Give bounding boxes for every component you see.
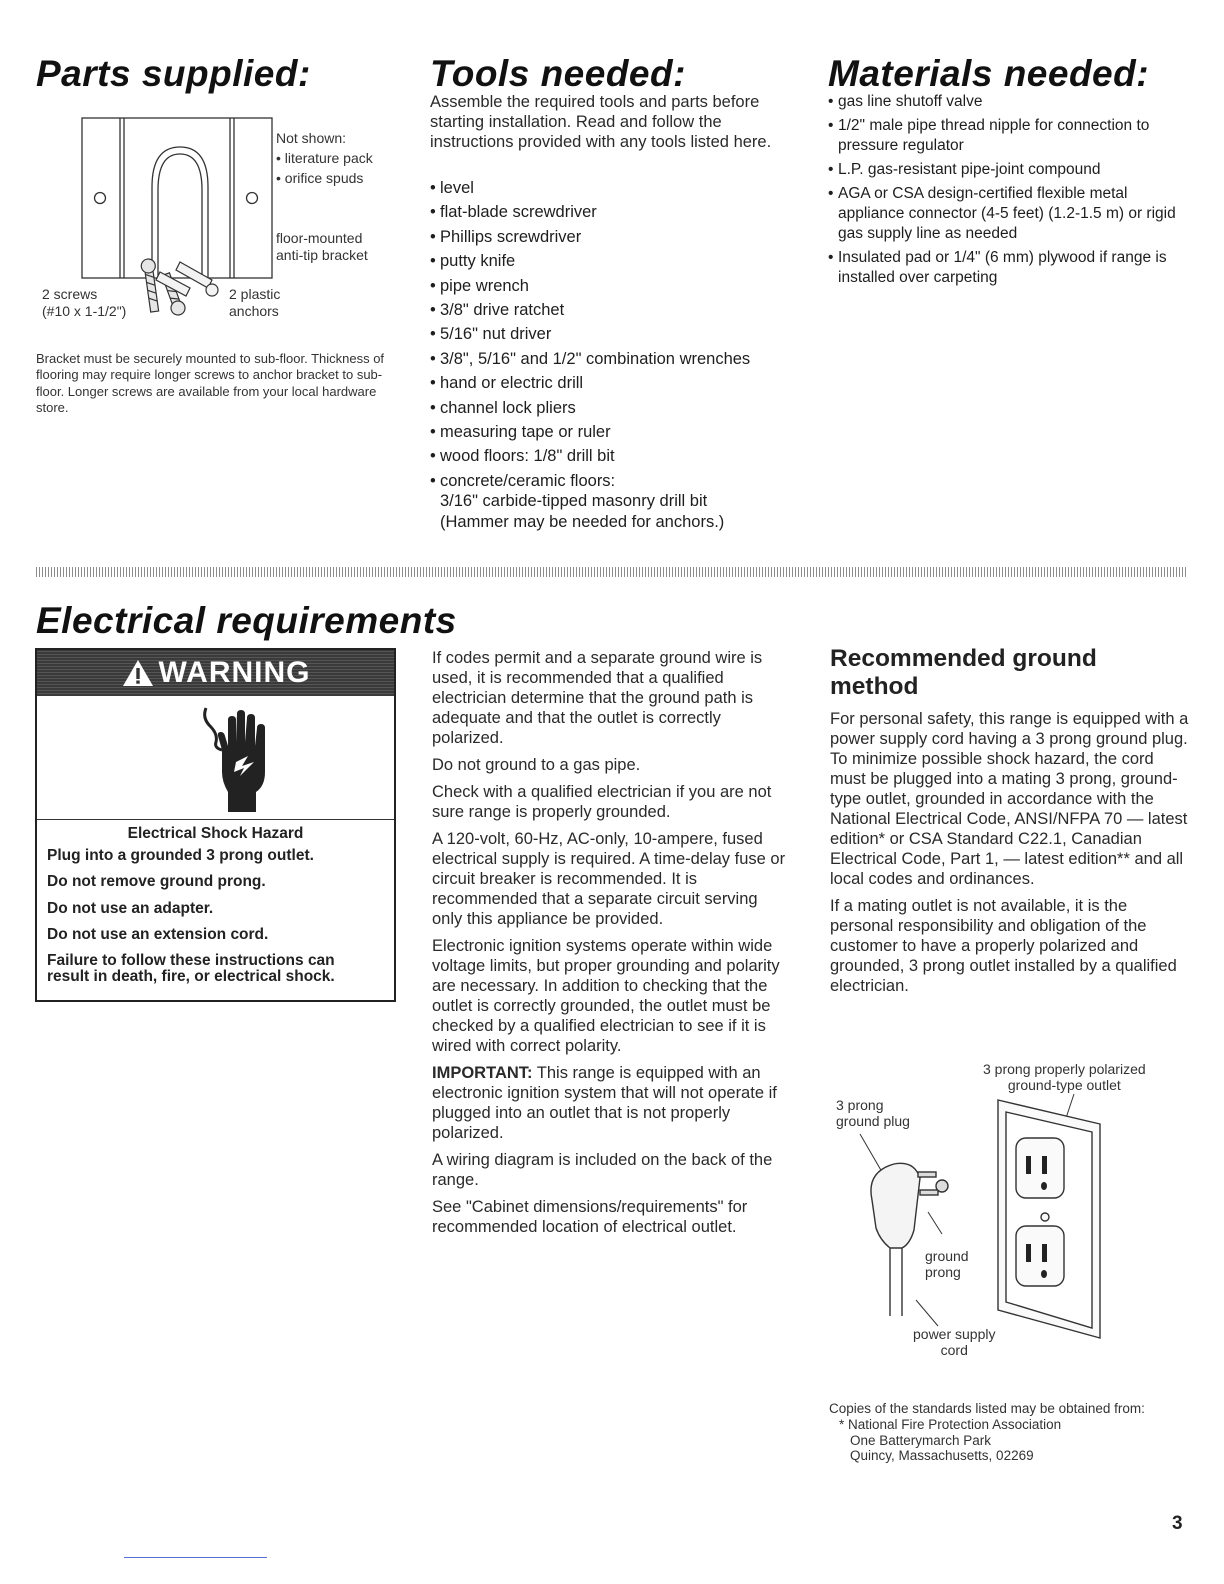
shock-hazard-area bbox=[37, 696, 394, 820]
electrical-paragraph: Electronic ignition systems operate within wide voltage limits, but proper grounding and polarity are necessary. In addition to checking that the outlet is correctly grounded, the outlet must be checked by a qualified electrician to see if it is wired with correct polarity. bbox=[432, 937, 780, 1055]
tools-item: • flat-blade screwdriver bbox=[430, 202, 800, 223]
warning-line: Plug into a grounded 3 prong outlet. bbox=[47, 847, 314, 864]
warning-line: result in death, fire, or electrical shock. bbox=[47, 968, 335, 986]
tools-item: • putty knife bbox=[430, 251, 800, 272]
electrical-heading: Electrical requirements bbox=[36, 600, 457, 641]
electrical-paragraph: A wiring diagram is included on the back of the range. bbox=[432, 1151, 773, 1189]
tools-item-masonry bbox=[430, 471, 800, 533]
warning-line: Do not use an extension cord. bbox=[47, 925, 269, 943]
materials-heading: Materials needed: bbox=[828, 53, 1150, 94]
not-shown-item: • orifice spuds bbox=[276, 170, 364, 186]
tools-list bbox=[430, 178, 800, 536]
important-text: This range is equipped with an electronic ignition system that will not operate if plugged into an outlet that is not properly polarized. bbox=[432, 1064, 777, 1142]
tools-item: • channel lock pliers bbox=[430, 398, 800, 419]
electrical-paragraph: If codes permit and a separate ground wire is used, it is recommended that a qualified electrician determine that the ground path is adequate and that the outlet is correctly polarized. bbox=[432, 649, 763, 747]
materials-item: • AGA or CSA design-certified flexible metal appliance connector (4-5 feet) (1.2-1.5 m) or rigid gas supply line as needed bbox=[828, 184, 1178, 244]
warning-line: Failure to follow these instructions can bbox=[47, 952, 335, 970]
materials-item: • 1/2" male pipe thread nipple for connection to pressure regulator bbox=[828, 116, 1178, 156]
copies-note: Copies of the standards listed may be obtained from: bbox=[829, 1401, 1145, 1416]
tools-item: • 3/8" drive ratchet bbox=[430, 300, 800, 321]
plug-label bbox=[836, 1097, 910, 1129]
ground-paragraph: If a mating outlet is not available, it is the personal responsibility and obligation of the customer to have a properly polarized and grounded, 3 prong outlet installed by a qualified electrician. bbox=[830, 897, 1177, 995]
electrical-paragraph: A 120-volt, 60-Hz, AC-only, 10-ampere, fused electrical supply is required. A time-delay fuse or circuit breaker is recommended. It is recommended that a separate circuit serving only this appliance be provided. bbox=[432, 830, 786, 928]
not-shown-item-label: literature pack bbox=[284, 150, 373, 166]
outlet-label-line: ground-type outlet bbox=[1007, 1077, 1121, 1093]
tools-item: • Phillips screwdriver bbox=[430, 227, 800, 248]
warning-title: WARNING bbox=[158, 656, 311, 689]
important-paragraph bbox=[432, 1063, 792, 1143]
electric-shock-hand-icon bbox=[196, 702, 276, 814]
tools-item-line: • concrete/ceramic floors: bbox=[440, 471, 616, 490]
materials-item: • Insulated pad or 1/4" (6 mm) plywood if range is installed over carpeting bbox=[828, 248, 1178, 288]
bracket-label bbox=[276, 230, 368, 264]
screws-label-line: (#10 x 1-1/2") bbox=[42, 303, 127, 319]
ground-body bbox=[830, 709, 1190, 1003]
plug-label-line: ground plug bbox=[836, 1113, 910, 1129]
not-shown-item-label: orifice spuds bbox=[284, 170, 364, 186]
bracket-note: Bracket must be securely mounted to sub-floor. Thickness of flooring may require longer screws to anchor bracket to sub-floor. Longer screws are available from your local hardware store. bbox=[36, 351, 385, 415]
materials-item: • gas line shutoff valve bbox=[828, 92, 1178, 112]
not-shown-item: • literature pack bbox=[276, 150, 373, 166]
page-number: 3 bbox=[1172, 1513, 1183, 1534]
not-shown-title: Not shown: bbox=[276, 130, 347, 146]
ground-paragraph: For personal safety, this range is equipped with a power supply cord having a 3 prong ground plug. To minimize possible shock hazard, the cord must be plugged into a mating 3 prong, ground-type outlet, grounded in accordance with the National Electrical Code, ANSI/NFPA 70 — latest edition* or CSA Standard C22.1, Canadian Electrical Code, Part 1, — latest edition** and all local codes and ordinances. bbox=[830, 710, 1189, 888]
tools-item-line: 3/16" carbide-tipped masonry drill bit bbox=[440, 492, 708, 511]
electrical-paragraph: Check with a qualified electrician if you are not sure range is properly grounded. bbox=[432, 783, 772, 821]
footer-rule bbox=[124, 1557, 267, 1558]
anchors-label-line: 2 plastic bbox=[229, 286, 281, 302]
tools-item: • 5/16" nut driver bbox=[430, 324, 800, 345]
ground-prong-label-line: prong bbox=[925, 1264, 961, 1280]
warning-box bbox=[35, 648, 396, 1002]
warning-lines bbox=[37, 843, 394, 986]
tools-heading: Tools needed: bbox=[430, 53, 686, 94]
not-shown-list bbox=[276, 128, 373, 188]
section-divider bbox=[36, 567, 1188, 577]
ground-prong-label bbox=[925, 1248, 969, 1280]
tools-item: • level bbox=[430, 178, 800, 199]
screws-label bbox=[42, 286, 126, 320]
anchors-label-line: anchors bbox=[229, 303, 279, 319]
address-line: Quincy, Massachusetts, 02269 bbox=[850, 1448, 1034, 1464]
ground-heading: Recommended ground method bbox=[830, 645, 1097, 700]
warning-triangle-icon bbox=[121, 658, 155, 688]
tools-item: • hand or electric drill bbox=[430, 373, 800, 394]
power-cord-label bbox=[913, 1326, 996, 1358]
ground-prong-label-line: ground bbox=[925, 1248, 969, 1264]
hazard-title: Electrical Shock Hazard bbox=[127, 825, 304, 842]
important-label: IMPORTANT: bbox=[432, 1064, 533, 1082]
tools-item: • pipe wrench bbox=[430, 276, 800, 297]
power-cord-label-line: cord bbox=[940, 1342, 968, 1358]
plug-label-line: 3 prong bbox=[836, 1097, 884, 1113]
anchors-label bbox=[229, 286, 280, 320]
warning-line: Do not use an adapter. bbox=[47, 899, 214, 917]
bracket-label-line: anti-tip bracket bbox=[276, 247, 368, 263]
nfpa-address bbox=[829, 1417, 1169, 1464]
tools-item: • wood floors: 1/8" drill bit bbox=[430, 446, 800, 467]
tools-item: • 3/8", 5/16" and 1/2" combination wrenches bbox=[430, 349, 800, 370]
tools-item: • measuring tape or ruler bbox=[430, 422, 800, 443]
electrical-paragraph: See "Cabinet dimensions/requirements" for recommended location of electrical outlet. bbox=[432, 1198, 748, 1236]
power-cord-label-line: power supply bbox=[913, 1326, 996, 1342]
warning-header bbox=[37, 650, 394, 696]
warning-line: Do not remove ground prong. bbox=[47, 873, 266, 891]
electrical-body bbox=[432, 648, 792, 1244]
standards-note bbox=[829, 1401, 1169, 1464]
tools-item-line: (Hammer may be needed for anchors.) bbox=[440, 512, 725, 531]
outlet-label bbox=[983, 1061, 1146, 1093]
tools-intro: Assemble the required tools and parts before starting installation. Read and follow the instructions provided with any tools listed here. bbox=[430, 93, 772, 152]
address-line: One Batterymarch Park bbox=[850, 1432, 992, 1448]
electrical-paragraph: Do not ground to a gas pipe. bbox=[432, 756, 641, 774]
outlet-label-line: 3 prong properly polarized bbox=[983, 1061, 1146, 1077]
address-line: * National Fire Protection Association bbox=[839, 1416, 1062, 1432]
materials-item: • L.P. gas-resistant pipe-joint compound bbox=[828, 160, 1178, 180]
parts-heading: Parts supplied: bbox=[36, 53, 311, 94]
materials-list bbox=[828, 92, 1178, 292]
bracket-label-line: floor-mounted bbox=[276, 230, 363, 246]
screws-label-line: 2 screws bbox=[42, 286, 98, 302]
